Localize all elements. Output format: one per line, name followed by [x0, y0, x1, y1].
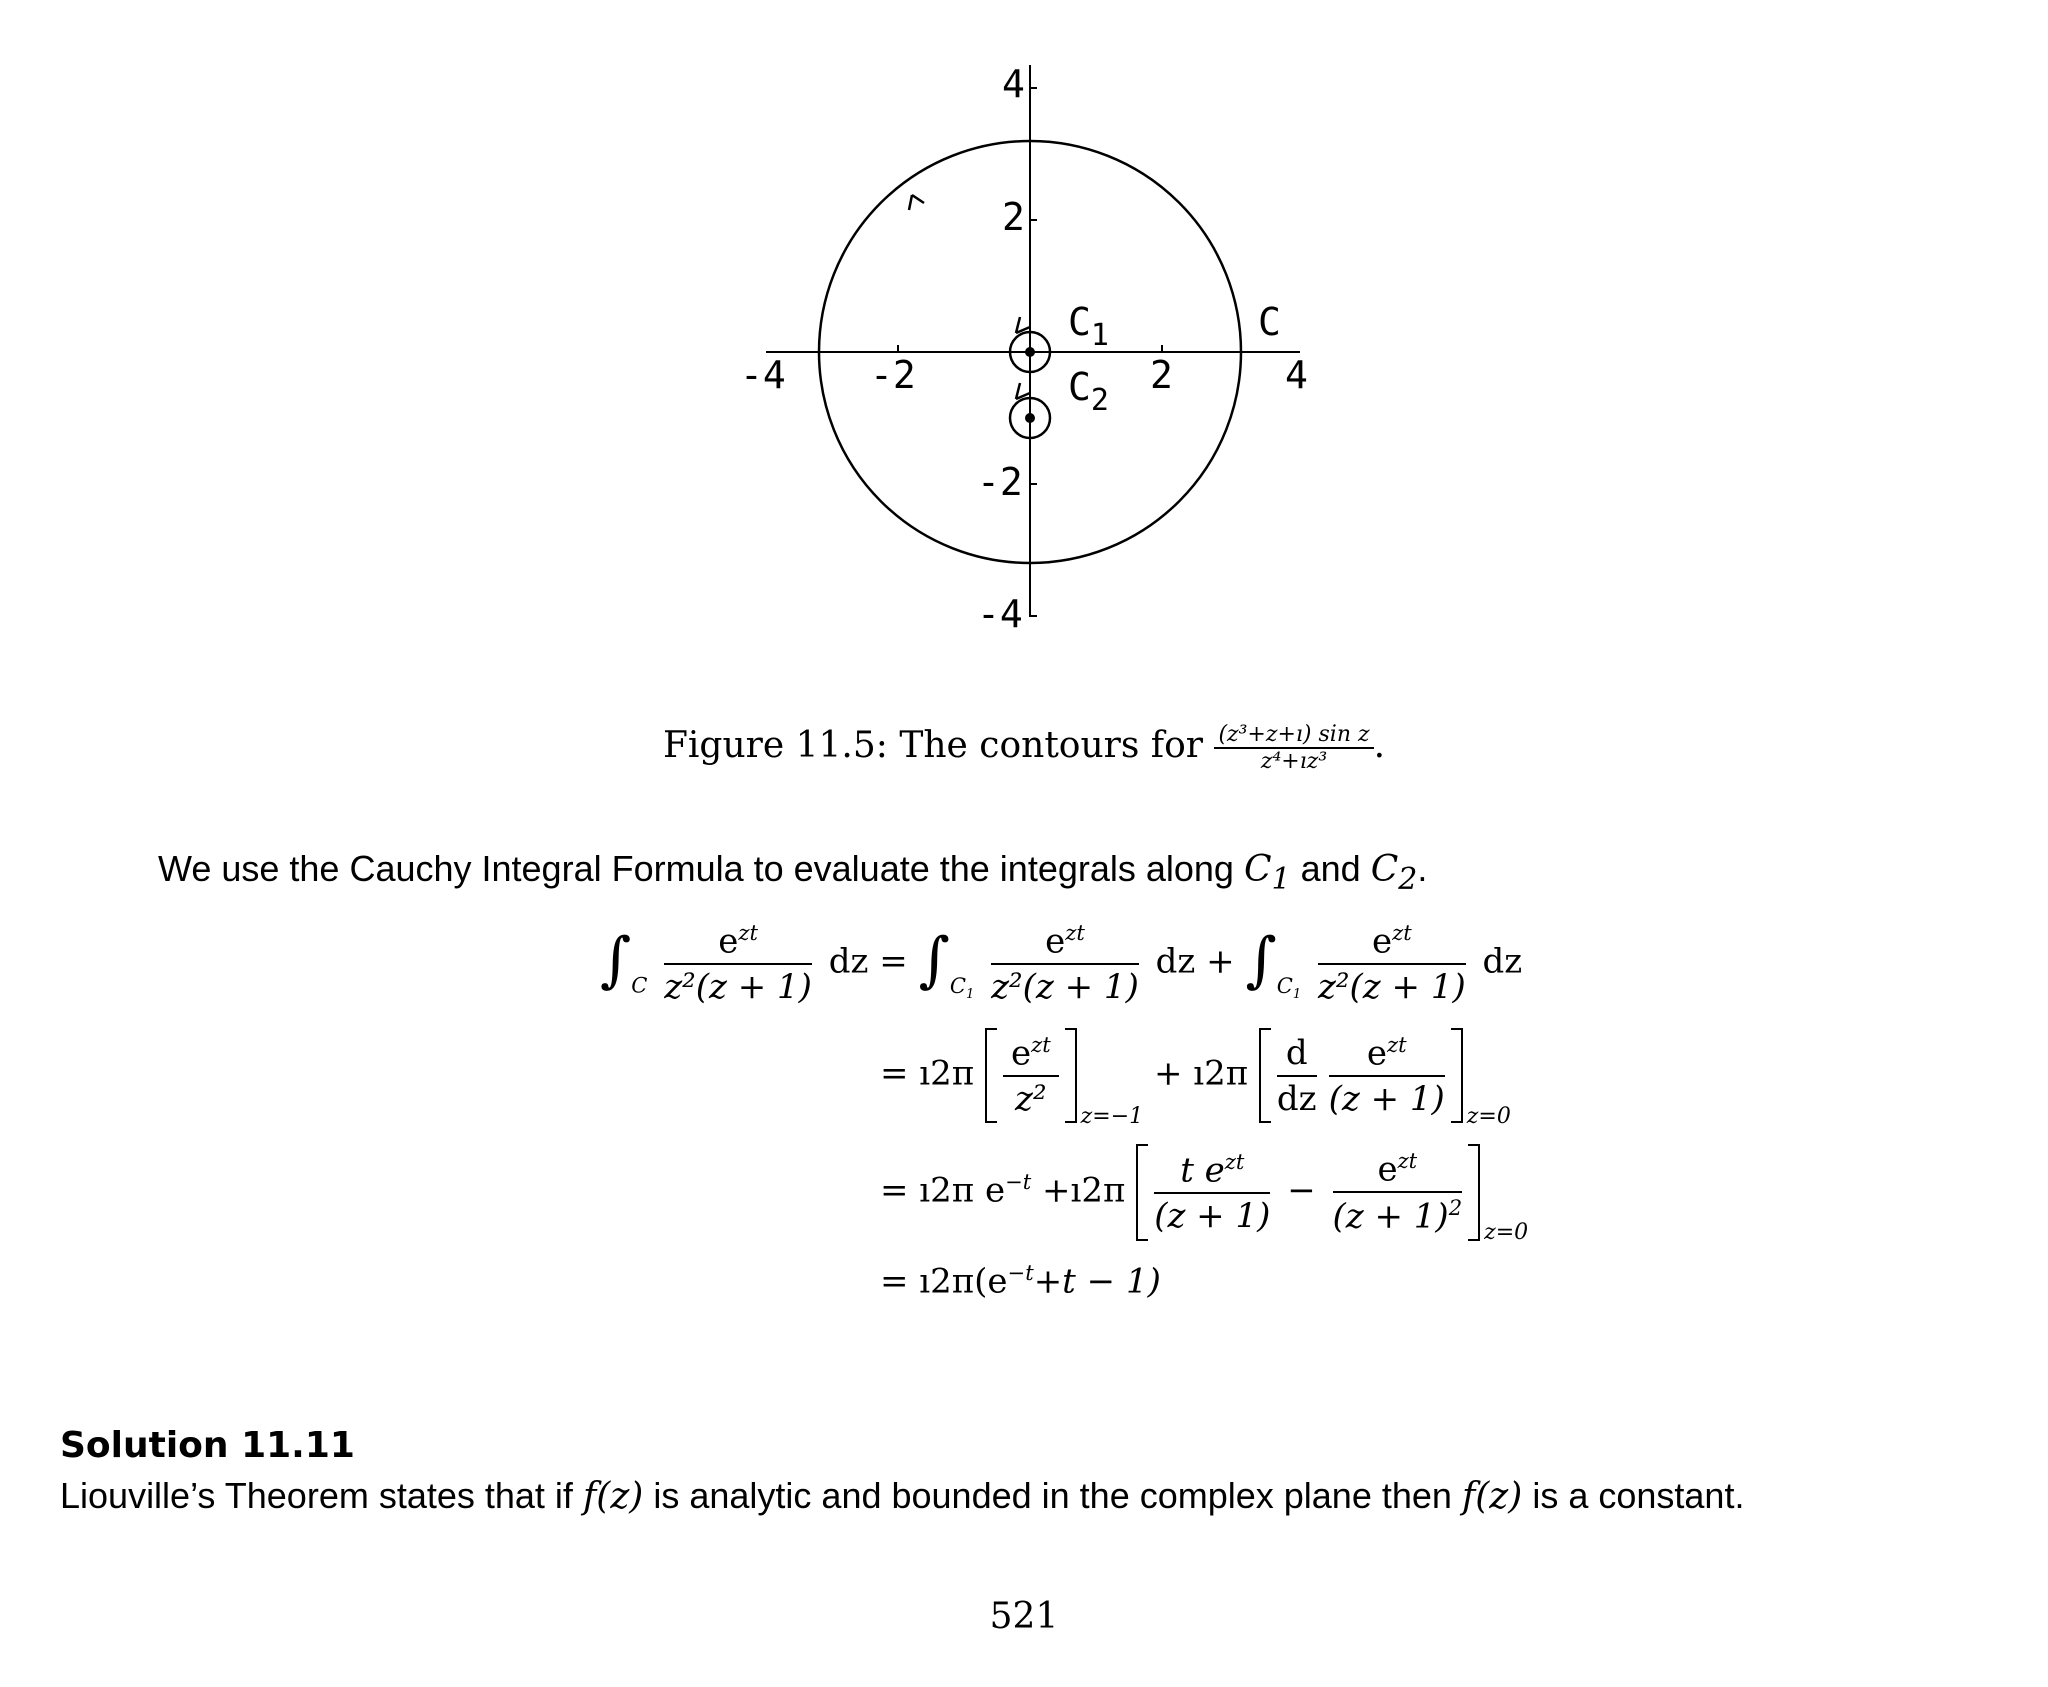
solution-heading: Solution 11.11: [60, 1425, 355, 1466]
x-tick-label: 2: [1150, 353, 1173, 397]
label-c: C: [1258, 300, 1281, 344]
caption-fraction: $\frac{\text{(z³+z+ı) sin z}}{\text{z⁴+ız³}}$: [1214, 722, 1373, 774]
x-tick-label: -4: [740, 353, 786, 397]
equation-block: [580, 920, 1580, 1340]
y-tick-label: -2: [977, 460, 1023, 504]
y-tick-label: 2: [1002, 195, 1025, 239]
figure-caption: Figure 11.5: The contours for $\frac{\text{(z³+z+ı) sin z}}{\text{z⁴+ız³}}$ .: [662, 722, 1386, 774]
contour-c-arrow: [909, 195, 924, 210]
contour-c2-arrow: [1016, 383, 1030, 399]
y-tick-label: 4: [1002, 62, 1025, 106]
x-tick-label: -2: [870, 353, 916, 397]
c1-symbol: $C_1$: [1243, 849, 1291, 898]
contour-figure: [730, 55, 1330, 635]
pole-origin: [1025, 347, 1035, 357]
solution-text: Liouville’s Theorem states that if f(z) is analytic and bounded in the complex plane then f(z) is a constant.: [60, 1475, 1745, 1517]
caption-prefix: Figure 11.5: The contours for: [662, 725, 1203, 766]
intro-paragraph: We use the Cauchy Integral Formula to evaluate the integrals along $C_1$ and $C_2$.: [158, 848, 1428, 898]
equation-line-2: = ı2π $\frac{e^{zt}}{\text{z²}}$ $_{z=-1}$ + ı2π $\frac{d}{dz}$ $\frac{e^{zt}}{(z + 1)}$ $_{z=0}$: [880, 1032, 1511, 1129]
equation-line-3: = ı2π $e^{-t}$ +ı2π $\frac{t e^{zt}}{(z + 1)}$ − $\frac{e^{zt}}{(z + 1)^2}$ $_{z=0}$: [880, 1148, 1529, 1246]
equation-line-1: $\int_C$ $\frac{e^{zt}}{\text{z²(z + 1)}}$ dz = $\int_{C_1}$ $\frac{e^{zt}}{\text{z²(z + 1)}}$ dz + $\int_{C_1}$ $\frac{e^{zt}}{\text{z²(z + 1)}}$ dz: [600, 920, 1523, 1008]
y-tick-label: -4: [977, 592, 1023, 635]
x-tick-label: 4: [1285, 353, 1308, 397]
label-c2: $C_2$: [1068, 365, 1109, 418]
contour-c1-arrow: [1016, 317, 1030, 333]
page-number: 521: [989, 1596, 1059, 1637]
label-c1: $C_1$: [1068, 300, 1109, 353]
pole-minus-i: [1025, 413, 1035, 423]
c2-symbol: $C_2$: [1370, 849, 1418, 898]
equation-line-4: = $ı2\pi(e^{-t}+t - 1)$: [880, 1260, 1161, 1302]
